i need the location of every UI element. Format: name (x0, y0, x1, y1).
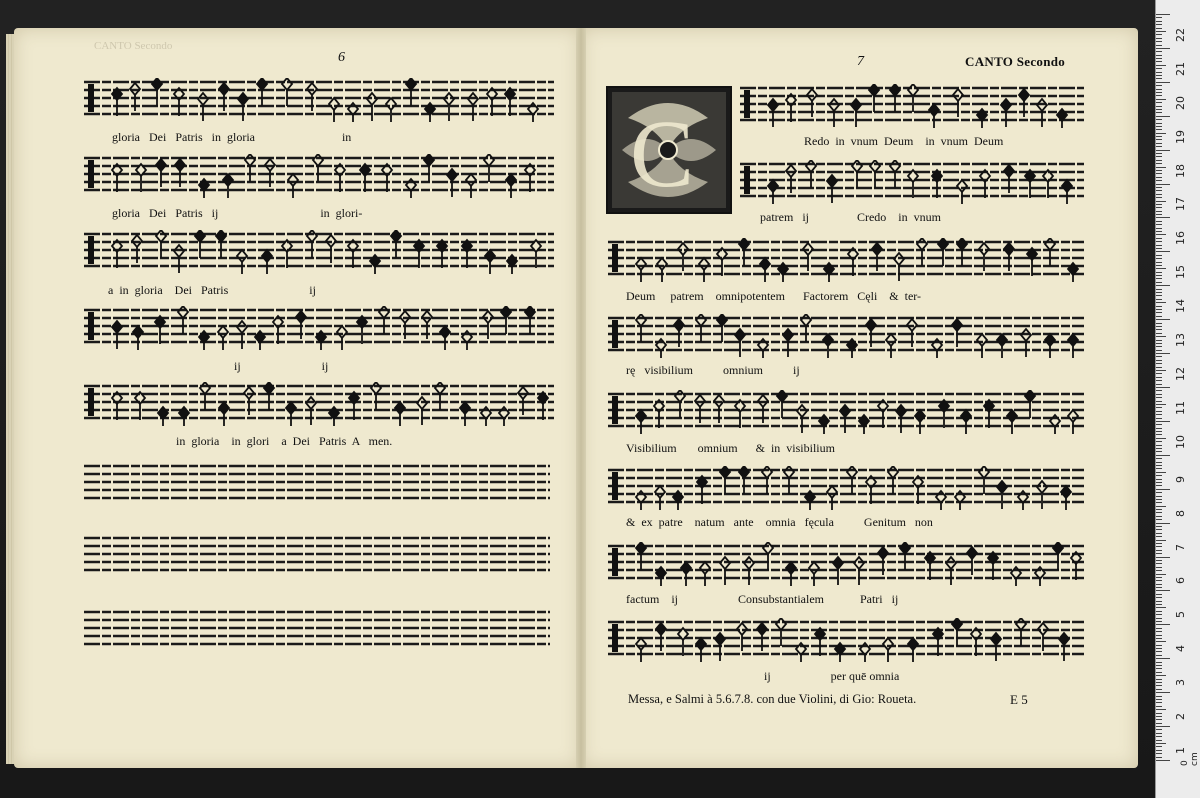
ruler-tick (1156, 31, 1166, 32)
ruler-tick (1156, 560, 1162, 561)
ruler-tick (1156, 224, 1162, 225)
ruler-number: 9 (1174, 475, 1187, 483)
ruler-number: 2 (1174, 713, 1187, 721)
ruler-tick (1156, 540, 1166, 541)
ruler-tick (1156, 306, 1162, 307)
ruler-tick (1156, 716, 1162, 717)
ruler-tick (1156, 543, 1162, 544)
ruler-tick (1156, 702, 1162, 703)
ruler-tick (1156, 34, 1162, 35)
ruler-tick (1156, 309, 1162, 310)
ruler-tick (1156, 458, 1162, 459)
ruler-tick (1156, 451, 1162, 452)
music-staff (608, 466, 1084, 510)
ruler-tick (1156, 228, 1162, 229)
music-staff (608, 618, 1084, 662)
ruler-tick (1156, 95, 1162, 96)
ruler-tick (1156, 146, 1162, 147)
music-staff (608, 390, 1084, 434)
ruler-tick (1156, 519, 1162, 520)
ruler-tick (1156, 713, 1162, 714)
lyric-line: Visibilium omnium & in visibilium (626, 441, 835, 455)
ruler-tick (1156, 658, 1170, 659)
running-head: CANTO Secondo (965, 54, 1066, 69)
ruler-tick (1156, 116, 1170, 117)
music-staff (84, 608, 550, 652)
ruler-tick (1156, 445, 1162, 446)
ruler-tick (1156, 394, 1162, 395)
ruler-tick (1156, 55, 1162, 56)
ruler-tick (1156, 635, 1162, 636)
ruler-tick (1156, 143, 1162, 144)
ruler-tick (1156, 448, 1162, 449)
ruler-tick (1156, 356, 1162, 357)
ruler-tick (1156, 496, 1162, 497)
ruler-tick (1156, 65, 1166, 66)
lyric-line: ij per quē omnia (764, 669, 900, 683)
lyric-line: gloria Dei Patris in gloria in (112, 130, 352, 144)
ruler-tick (1156, 275, 1162, 276)
ruler-tick (1156, 323, 1162, 324)
music-staff (84, 78, 554, 122)
ruler-tick (1156, 245, 1162, 246)
ruler-number: 22 (1174, 27, 1187, 42)
lyric-line: ij ij (108, 359, 329, 373)
ruler-tick (1156, 221, 1162, 222)
ruler-number: 3 (1174, 679, 1187, 687)
ruler-tick (1156, 180, 1162, 181)
ruler-tick (1156, 499, 1162, 500)
ruler-number: 10 (1174, 434, 1187, 449)
ruler-tick (1156, 506, 1166, 507)
ruler-tick (1156, 607, 1166, 608)
ruler-tick (1156, 268, 1166, 269)
ruler-tick (1156, 536, 1162, 537)
lyric-line: a in gloria Dei Patris ij (108, 283, 316, 297)
ruler-tick (1156, 160, 1162, 161)
ruler-tick (1156, 194, 1162, 195)
ruler-tick (1156, 563, 1162, 564)
ruler-number: 1 (1174, 747, 1187, 754)
ruler-tick (1156, 485, 1162, 486)
ruler-tick (1156, 526, 1162, 527)
ruler-tick (1156, 611, 1162, 612)
ruler-tick (1156, 645, 1162, 646)
music-staff (608, 238, 1084, 282)
ruler-tick (1156, 380, 1162, 381)
ruler-tick (1156, 709, 1166, 710)
ruler-tick (1156, 414, 1162, 415)
ruler-tick (1156, 248, 1162, 249)
ruler-tick (1156, 278, 1162, 279)
ruler-number: 18 (1174, 163, 1187, 178)
ruler-number: 11 (1174, 400, 1187, 415)
ruler-tick (1156, 404, 1166, 405)
imprint-line: Messa, e Salmi à 5.6.7.8. con due Violini, di Gio: Roueta. (628, 692, 917, 706)
ruler-tick (1156, 699, 1162, 700)
ruler-tick (1156, 584, 1162, 585)
ruler-tick (1156, 343, 1162, 344)
ruler-tick (1156, 675, 1166, 676)
ruler-tick (1156, 723, 1162, 724)
ruler-tick (1156, 258, 1162, 259)
ruler-tick (1156, 187, 1162, 188)
ruler-tick (1156, 129, 1162, 130)
ruler-number: 14 (1174, 299, 1187, 314)
ruler-number: 20 (1174, 95, 1187, 110)
ruler-tick (1156, 502, 1162, 503)
ruler-tick (1156, 750, 1162, 751)
ruler-tick (1156, 733, 1162, 734)
ruler-tick (1156, 377, 1162, 378)
ruler-tick (1156, 370, 1166, 371)
ruler-tick (1156, 736, 1162, 737)
ruler-tick (1156, 24, 1162, 25)
music-staff (608, 542, 1084, 586)
ruler-tick (1156, 434, 1162, 435)
decorated-initial (606, 86, 732, 214)
ruler-tick (1156, 68, 1162, 69)
measuring-ruler (1155, 0, 1200, 798)
ruler-tick (1156, 319, 1170, 320)
ruler-tick (1156, 574, 1166, 575)
music-staff (84, 462, 550, 506)
ruler-tick (1156, 299, 1162, 300)
ruler-tick (1156, 455, 1170, 456)
lyric-line: Redo in vnum Deum in vnum Deum (804, 134, 1004, 148)
ruler-tick (1156, 204, 1162, 205)
ruler-tick (1156, 512, 1162, 513)
ruler-tick (1156, 272, 1162, 273)
ruler-tick (1156, 421, 1170, 422)
ruler-tick (1156, 401, 1162, 402)
ruler-tick (1156, 641, 1166, 642)
ruler-tick (1156, 665, 1162, 666)
ruler-tick (1156, 631, 1162, 632)
ruler-tick (1156, 424, 1162, 425)
ruler-tick (1156, 492, 1162, 493)
ruler-tick (1156, 119, 1162, 120)
ruler-tick (1156, 533, 1162, 534)
ruler-tick (1156, 407, 1162, 408)
ruler-tick (1156, 106, 1162, 107)
ruler-tick (1156, 373, 1162, 374)
music-staff (84, 306, 554, 350)
ruler-tick (1156, 38, 1162, 39)
ruler-tick (1156, 685, 1162, 686)
ruler-tick (1156, 17, 1162, 18)
ruler-tick (1156, 292, 1162, 293)
ruler-tick (1156, 696, 1162, 697)
ruler-tick (1156, 679, 1162, 680)
ruler-tick (1156, 109, 1162, 110)
ruler-tick (1156, 346, 1162, 347)
ruler-tick (1156, 482, 1162, 483)
ruler-tick (1156, 302, 1166, 303)
ruler-tick (1156, 529, 1162, 530)
ruler-tick (1156, 618, 1162, 619)
music-staff (608, 314, 1084, 358)
ruler-number: 19 (1174, 129, 1187, 144)
ruler-tick (1156, 689, 1162, 690)
ruler-tick (1156, 214, 1162, 215)
lyric-line: Deum patrem omnipotentem Factorem Cęli & ter- (626, 289, 922, 303)
ruler-tick (1156, 384, 1162, 385)
ruler-tick (1156, 184, 1170, 185)
ruler-tick (1156, 41, 1162, 42)
ruler-tick (1156, 82, 1170, 83)
ruler-number: 8 (1174, 509, 1187, 517)
ruler-tick (1156, 418, 1162, 419)
ruler-tick (1156, 601, 1162, 602)
ruler-tick (1156, 746, 1162, 747)
ruler-tick (1156, 282, 1162, 283)
ruler-tick (1156, 729, 1162, 730)
ruler-tick (1156, 153, 1162, 154)
ruler-tick (1156, 72, 1162, 73)
ruler-tick (1156, 489, 1170, 490)
ruler-tick (1156, 89, 1162, 90)
ruler-tick (1156, 692, 1170, 693)
ruler-tick (1156, 546, 1162, 547)
ruler-tick (1156, 123, 1162, 124)
ruler-tick (1156, 638, 1162, 639)
ruler-tick (1156, 594, 1162, 595)
ruler-tick (1156, 462, 1162, 463)
ruler-tick (1156, 557, 1170, 558)
ruler-tick (1156, 567, 1162, 568)
ruler-tick (1156, 289, 1162, 290)
ruler-number: 13 (1174, 333, 1187, 348)
ruler-number: 7 (1174, 543, 1187, 551)
ruler-tick (1156, 61, 1162, 62)
lyric-line: patrem ij Credo in vnum (760, 210, 941, 224)
ruler-tick (1156, 441, 1162, 442)
ruler-tick (1156, 45, 1162, 46)
ruler-tick (1156, 740, 1162, 741)
ruler-tick (1156, 353, 1170, 354)
ruler-tick (1156, 628, 1162, 629)
ruler-tick (1156, 580, 1162, 581)
ruler-number: 17 (1174, 197, 1187, 212)
ruler-tick (1156, 231, 1162, 232)
ruler-tick (1156, 201, 1166, 202)
signature-mark: E 5 (1010, 692, 1028, 707)
ruler-tick (1156, 587, 1162, 588)
ruler-tick (1156, 78, 1162, 79)
lyric-line: & ex patre natum ante omnia fęcula Genitum non (626, 515, 933, 529)
ruler-tick (1156, 241, 1162, 242)
ruler-tick (1156, 48, 1170, 49)
ruler-tick (1156, 753, 1162, 754)
ruler-tick (1156, 360, 1162, 361)
ruler-tick (1156, 75, 1162, 76)
left-page-number: 6 (338, 50, 345, 65)
ruler-tick (1156, 173, 1162, 174)
ruler-tick (1156, 397, 1162, 398)
ruler-number: 21 (1174, 61, 1187, 76)
ruler-tick (1156, 14, 1170, 15)
music-staff (84, 534, 550, 578)
ruler-tick (1156, 316, 1162, 317)
ruler-tick (1156, 139, 1162, 140)
ruler-tick (1156, 465, 1162, 466)
ruler-tick (1156, 760, 1170, 761)
ruler-tick (1156, 475, 1162, 476)
ruler-tick (1156, 668, 1162, 669)
ruler-tick (1156, 577, 1162, 578)
ruler-tick (1156, 363, 1162, 364)
ruler-tick (1156, 472, 1166, 473)
ruler-tick (1156, 597, 1162, 598)
ruler-tick (1156, 757, 1162, 758)
ruler-tick (1156, 251, 1170, 252)
ruler-tick (1156, 156, 1162, 157)
ruler-tick (1156, 719, 1162, 720)
music-staff (740, 160, 1084, 204)
ruler-tick (1156, 262, 1162, 263)
music-staff (84, 230, 554, 274)
ruler-tick (1156, 136, 1162, 137)
ruler-tick (1156, 150, 1170, 151)
ruler-tick (1156, 163, 1162, 164)
ruler-tick (1156, 367, 1162, 368)
ruler-tick (1156, 112, 1162, 113)
music-staff (84, 382, 554, 426)
ruler-tick (1156, 255, 1162, 256)
ruler-tick (1156, 387, 1170, 388)
ruler-tick (1156, 92, 1162, 93)
ruler-tick (1156, 468, 1162, 469)
ruler-tick (1156, 177, 1162, 178)
music-staff (740, 84, 1084, 128)
ruler-tick (1156, 614, 1162, 615)
ruler-tick (1156, 211, 1162, 212)
ruler-number: 4 (1174, 645, 1187, 653)
ruler-tick (1156, 682, 1162, 683)
initial-ornament-icon (608, 88, 730, 212)
ruler-tick (1156, 238, 1162, 239)
ruler-tick (1156, 340, 1162, 341)
ruler-tick (1156, 509, 1162, 510)
lyric-line: rę visibilium omnium ij (626, 363, 800, 377)
ruler-tick (1156, 126, 1162, 127)
ruler-number: 15 (1174, 265, 1187, 280)
ruler-tick (1156, 190, 1162, 191)
book-gutter (576, 28, 586, 768)
ruler-tick (1156, 411, 1162, 412)
ruler-tick (1156, 604, 1162, 605)
ruler-tick (1156, 726, 1170, 727)
ruler-tick (1156, 706, 1162, 707)
ruler-tick (1156, 217, 1170, 218)
music-staff (84, 154, 554, 198)
ruler-tick (1156, 648, 1162, 649)
ruler-tick (1156, 170, 1162, 171)
ruler-tick (1156, 58, 1162, 59)
lyric-line: in gloria in glori a Dei Patris A men. (176, 434, 393, 448)
ruler-tick (1156, 651, 1162, 652)
ruler-tick (1156, 479, 1162, 480)
ruler-tick (1156, 99, 1166, 100)
ruler-tick (1156, 333, 1162, 334)
ruler-tick (1156, 590, 1170, 591)
ruler-number: 5 (1174, 611, 1187, 619)
ruler-tick (1156, 570, 1162, 571)
ruler-tick (1156, 265, 1162, 266)
ruler-tick (1156, 102, 1162, 103)
ruler-tick (1156, 336, 1166, 337)
ruler-tick (1156, 431, 1162, 432)
ruler-tick (1156, 207, 1162, 208)
ruler-tick (1156, 662, 1162, 663)
ruler-tick (1156, 438, 1166, 439)
ruler-tick (1156, 550, 1162, 551)
ruler-tick (1156, 390, 1162, 391)
ruler-tick (1156, 51, 1162, 52)
ruler-tick (1156, 167, 1166, 168)
ruler-tick (1156, 326, 1162, 327)
ruler-tick (1156, 133, 1166, 134)
ruler-tick (1156, 28, 1162, 29)
ruler-tick (1156, 672, 1162, 673)
ruler-tick (1156, 350, 1162, 351)
show-through-text: CANTO Secondo (94, 40, 173, 52)
lyric-line: gloria Dei Patris ij in glori- (112, 206, 363, 220)
ruler-tick (1156, 624, 1170, 625)
ruler-tick (1156, 197, 1162, 198)
svg-text:C: C (630, 100, 695, 207)
ruler-tick (1156, 329, 1162, 330)
right-page-number: 7 (857, 54, 864, 69)
ruler-tick (1156, 295, 1162, 296)
ruler-tick (1156, 743, 1166, 744)
ruler-tick (1156, 428, 1162, 429)
ruler-number: 16 (1174, 231, 1187, 246)
ruler-number: 12 (1174, 367, 1187, 381)
ruler-tick (1156, 655, 1162, 656)
ruler-tick (1156, 621, 1162, 622)
ruler-tick (1156, 285, 1170, 286)
ruler-tick (1156, 312, 1162, 313)
ruler-tick (1156, 523, 1170, 524)
ruler-tick (1156, 553, 1162, 554)
ruler-tick (1156, 21, 1162, 22)
lyric-line: factum ij Consubstantialem Patri ij (626, 592, 899, 606)
ruler-unit: 0 cm (1180, 752, 1200, 766)
ruler-tick (1156, 234, 1166, 235)
ruler-number: 6 (1174, 577, 1187, 585)
ruler-tick (1156, 516, 1162, 517)
ruler-tick (1156, 85, 1162, 86)
